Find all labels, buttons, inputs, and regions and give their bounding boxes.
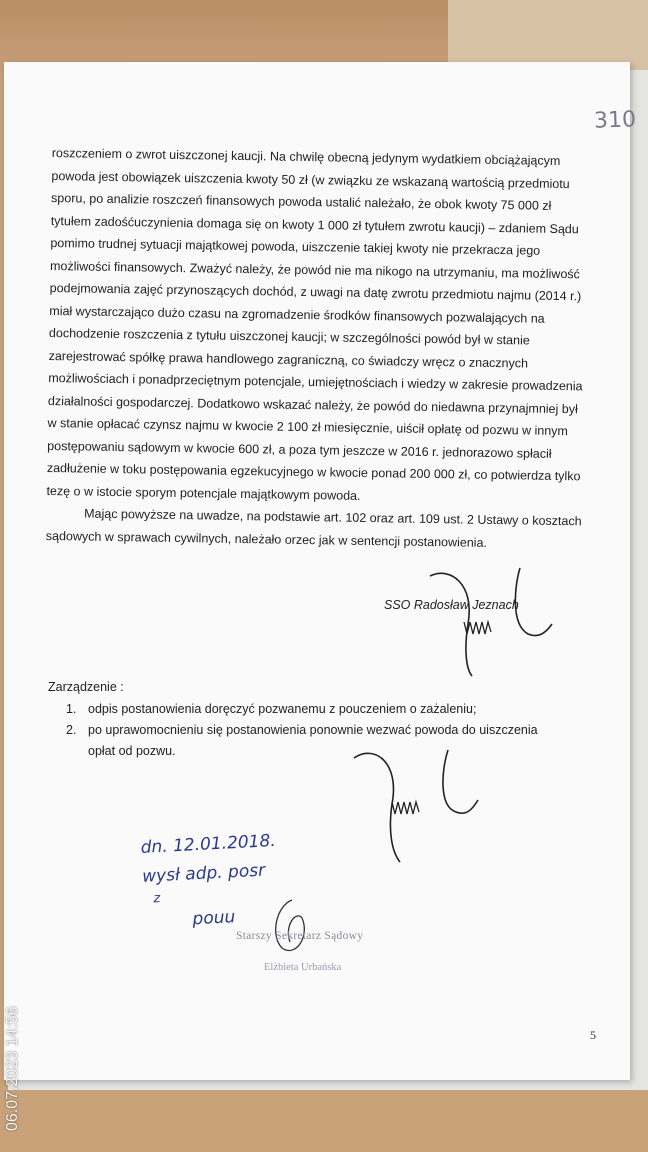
page-number: 5	[590, 1028, 596, 1042]
list-text: po uprawomocnieniu się postanowienia ponownie wezwać powoda do uiszczenia opłat od pozwu.	[88, 723, 538, 758]
handwritten-line: pouu	[192, 907, 236, 930]
paragraph: Mając powyższe na uwadze, na podstawie art. 102 oraz art. 109 ust. 2 Ustawy o kosztach sądowych w sprawach cywilnych, należało orzec jak w sentencji postanowienia.	[45, 506, 582, 550]
paragraph: roszczeniem o zwrot uiszczonej kaucji. Na chwilę obecną jedynym wydatkiem obciążającym powoda jest obowiązek uiszczenia kwoty 50 zł (w związku ze wskazaną wartością przedmiotu sporu, po analizie roszczeń finansowych powoda ustalić należało, że obok kwoty 75 000 zł tytułem zadośćuczynienia domaga się on kwoty 1 000 zł tytułem zwrotu kaucji) – zdaniem Sądu pomimo trudnej sytuacji majątkowej powoda, uiszczenie takiej kwoty nie przekracza jego możliwości finansowych. Zważyć należy, że powód nie ma nikogo na utrzymaniu, ma możliwość podejmowania zajęć przynoszących dochód, z uwagi na datę zwrotu przedmiotu najmu (2014 r.) miał wystarczająco dużo czasu na zgromadzenie środków finansowych pozwalających na dochodzenie roszczenia z tytułu uiszczonej kaucji; w szczególności powód był w stanie zarejestrować spółkę prawa handlowego zagraniczną, co świadczy wręcz o znacznych możliwościach i ponadprzeciętnym potencjale, umiejętnościach i wiedzy w zakresie prowadzenia działalności gospodarczej. Dodatkowo wskazać należy, że powód do niedawna przynajmniej był w stanie opłacać czynsz najmu w kwocie 2 100 zł miesięcznie, uiścił opłatę od pozwu w innym postępowaniu sądowym w kwocie 600 zł, a poza tym jeszcze w 2016 r. jednorazowo spłacił zadłużenie w toku postępowania egzekucyjnego w kwocie ponad 200 000 zł, co potwierdza tylko tezę o w istocie sporym potencjale majątkowym powoda.	[46, 145, 583, 503]
body-text	[46, 142, 592, 555]
handwritten-note	[140, 827, 280, 937]
list-item	[66, 720, 566, 762]
order-label: Zarządzenie :	[48, 680, 124, 694]
judge-name: SSO Radosław Jeznach	[384, 598, 519, 612]
stamp-title: Starszy Sekretarz Sądowy	[236, 930, 364, 942]
stamp-name: Elżbieta Urbańska	[264, 962, 342, 973]
photo-timestamp: 06.07.2023 14:56	[4, 1006, 21, 1131]
handwritten-line: z	[153, 891, 161, 907]
judge-signature	[420, 564, 560, 684]
order-list	[66, 699, 566, 762]
handwritten-line: dn. 12.01.2018.	[140, 830, 277, 858]
list-number: 1.	[66, 702, 77, 716]
order-signature	[350, 744, 490, 868]
handwritten-line: wysł adp. posr	[141, 860, 266, 887]
handwritten-folio-number: 310	[593, 107, 637, 134]
list-item	[66, 699, 566, 720]
list-text: odpis postanowienia doręczyć pozwanemu z pouczeniem o zażaleniu;	[88, 702, 477, 716]
list-number: 2.	[66, 723, 77, 737]
